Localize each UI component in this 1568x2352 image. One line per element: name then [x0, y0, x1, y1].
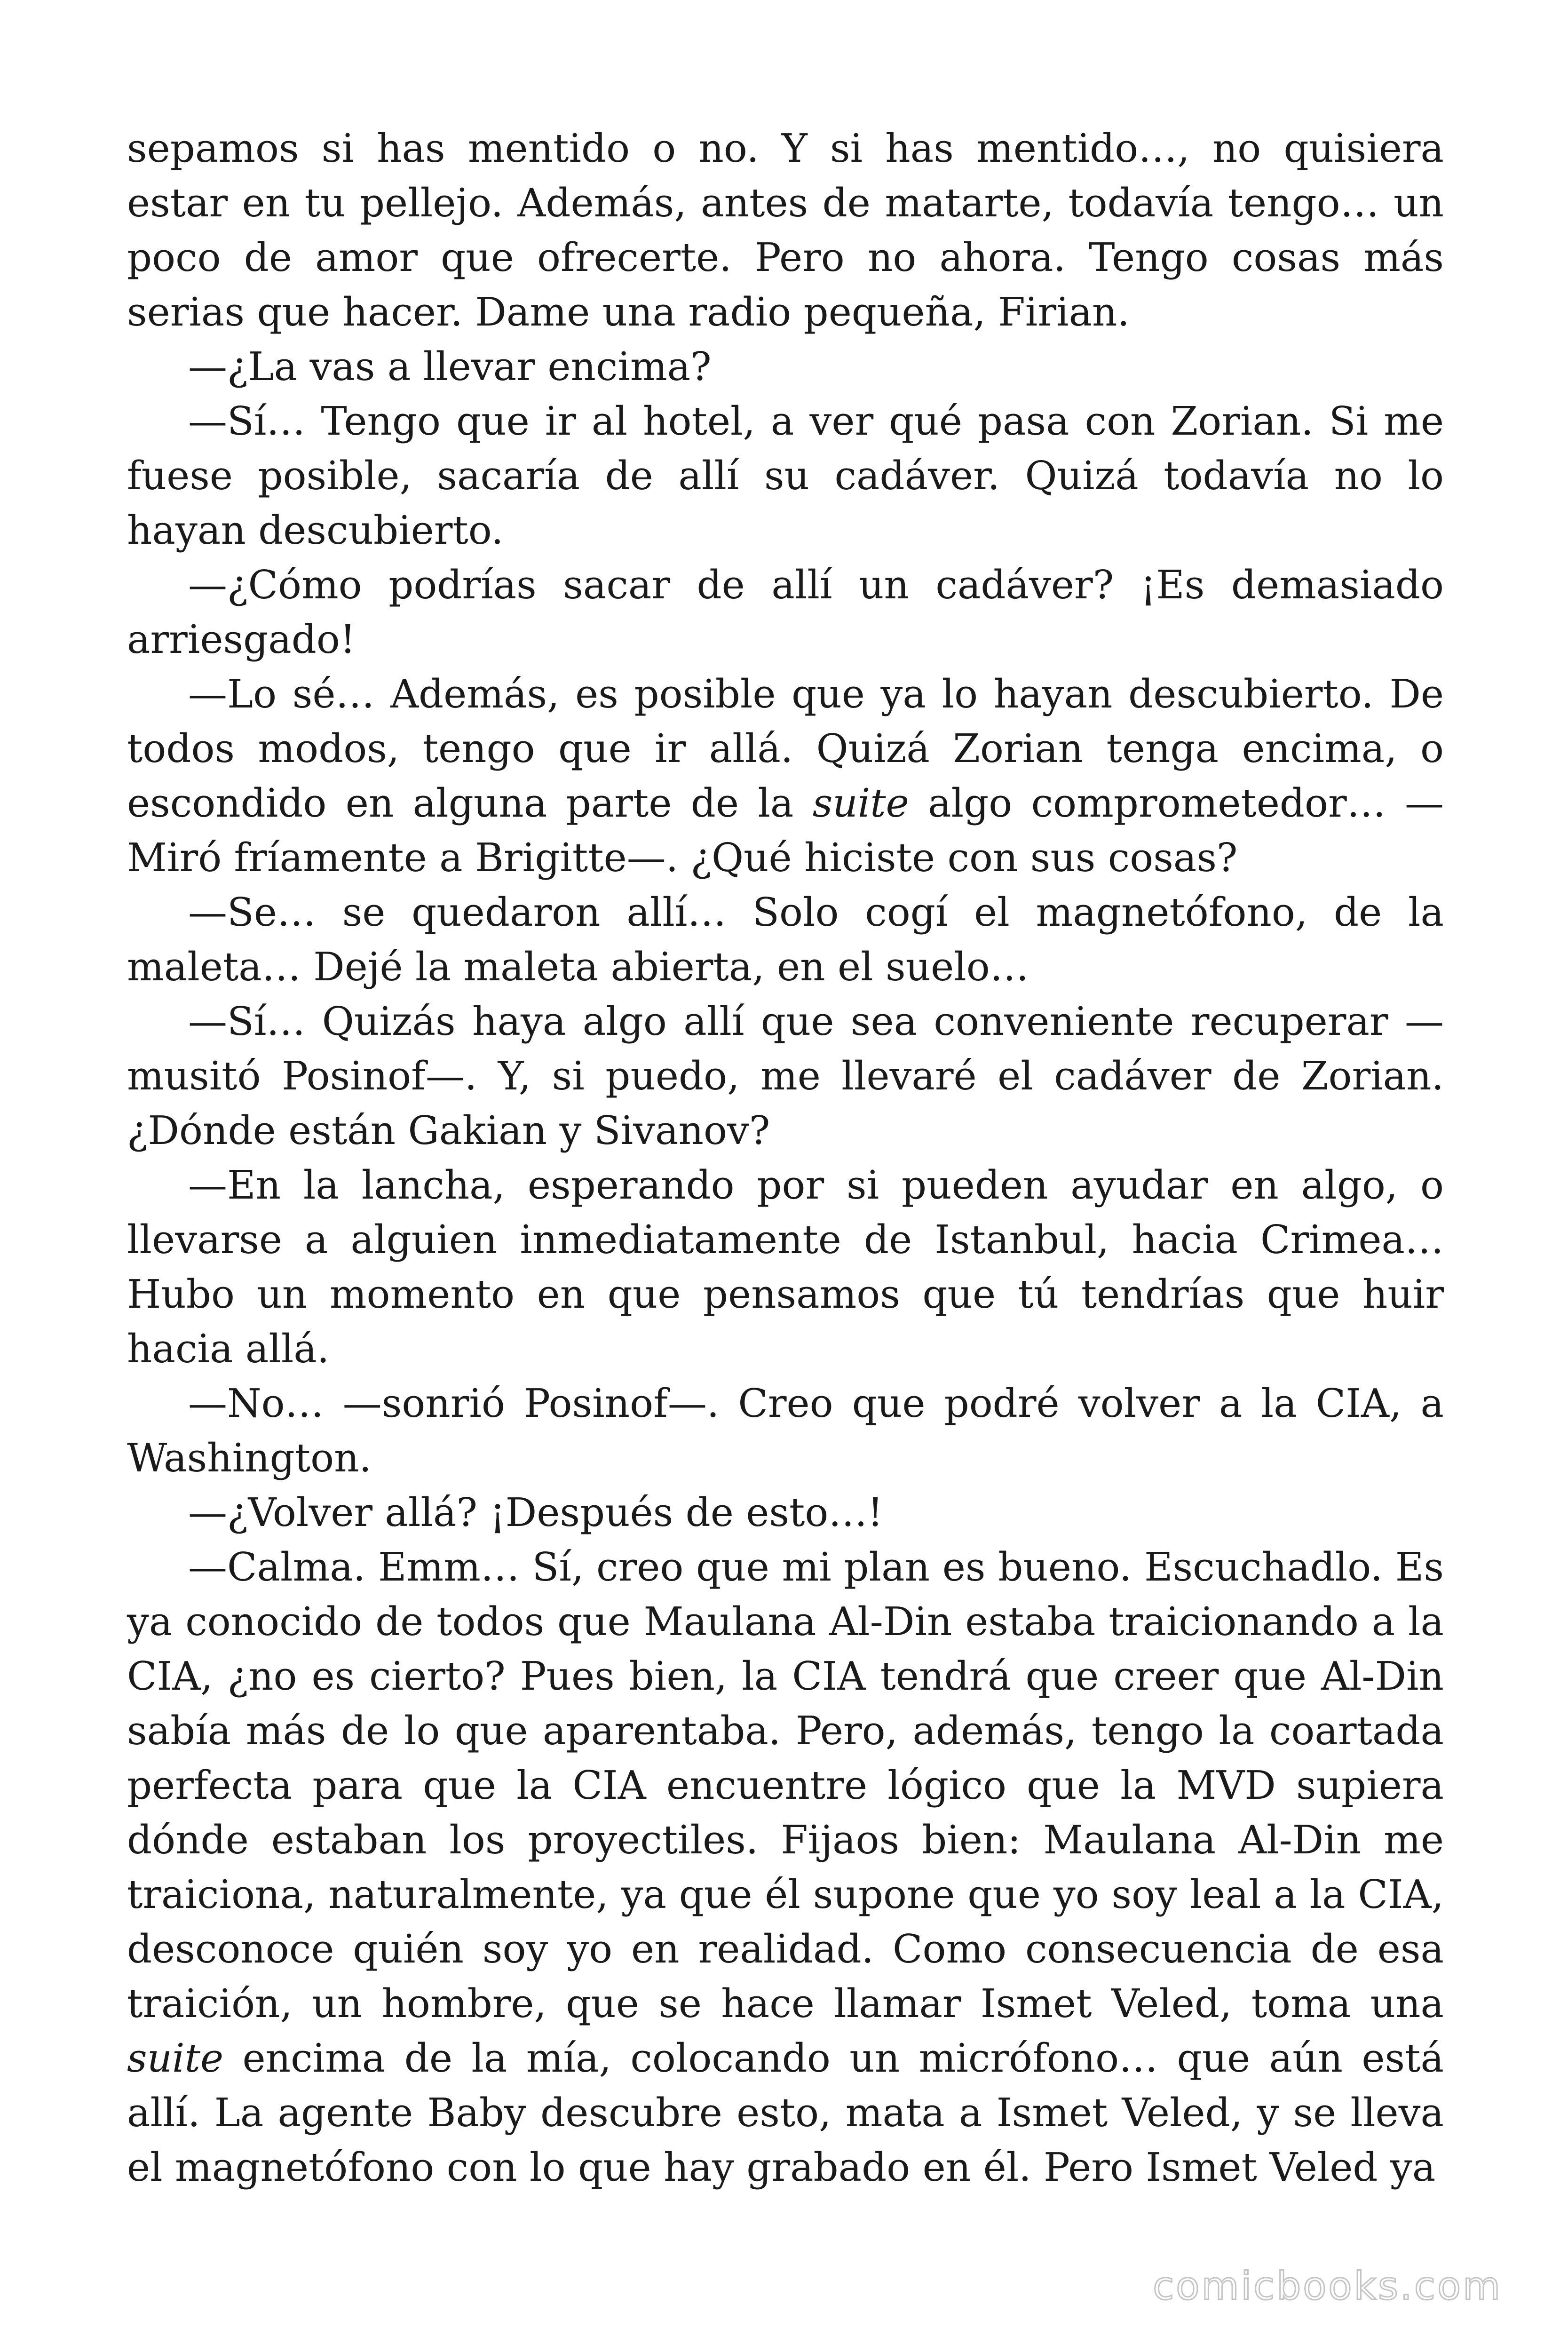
paragraph-text: —¿La vas a llevar encima?	[188, 344, 712, 389]
paragraph-text: —Lo sé… Además, es posible que ya lo hayan descubierto. De todos modos, tengo que ir allá. Quizá Zorian tenga encima, o escondido en alguna parte de la	[127, 671, 1444, 826]
paragraph	[127, 394, 1444, 558]
paragraph-text: algo comprometedor… —Miró fríamente a Brigitte—. ¿Qué hiciste con sus cosas?	[127, 780, 1444, 881]
paragraph-text: —No… —sonrió Posinof—. Creo que podré volver a la CIA, a Washington.	[127, 1381, 1444, 1481]
paragraph	[127, 558, 1444, 667]
paragraph-text: —¿Cómo podrías sacar de allí un cadáver? ¡Es demasiado arriesgado!	[127, 562, 1444, 662]
paragraph-text: —Sí… Quizás haya algo allí que sea conveniente recuperar —musitó Posinof—. Y, si puedo, me llevaré el cadáver de Zorian. ¿Dónde están Gakian y Sivanov?	[127, 999, 1444, 1153]
paragraph	[127, 667, 1444, 885]
paragraph	[127, 1376, 1444, 1486]
paragraph	[127, 885, 1444, 994]
paragraph-text: —Se… se quedaron allí… Solo cogí el magnetófono, de la maleta… Dejé la maleta abierta, en el suelo…	[127, 890, 1444, 990]
paragraph	[127, 1540, 1444, 2195]
paragraph-text: —Sí… Tengo que ir al hotel, a ver qué pasa con Zorian. Si me fuese posible, sacaría de allí su cadáver. Quizá todavía no lo hayan descubierto.	[127, 398, 1444, 553]
paragraph-text: —¿Volver allá? ¡Después de esto…!	[188, 1490, 883, 1535]
paragraph-text: encima de la mía, colocando un micrófono… que aún está allí. La agente Baby descubre esto, mata a Ismet Veled, y se lleva el magnetófono con lo que hay grabado en él. Pero Ismet Veled ya	[127, 2035, 1444, 2190]
paragraph-text: —Calma. Emm… Sí, creo que mi plan es bueno. Escuchadlo. Es ya conocido de todos que Maulana Al-Din estaba traicionando a la CIA, ¿no es cierto? Pues bien, la CIA tendrá que creer que Al-Din sabía más de lo que aparentaba. Pero, además, tengo la coartada perfecta para que la CIA encuentre lógico que la MVD supiera dónde estaban los proyectiles. Fijaos bien: Maulana Al-Din me traiciona, naturalmente, ya que él supone que yo soy leal a la CIA, desconoce quién soy yo en realidad. Como consecuencia de esa traición, un hombre, que se hace llamar Ismet Veled, toma una	[127, 1544, 1444, 2026]
paragraph	[127, 994, 1444, 1158]
paragraph	[127, 340, 1444, 394]
paragraph	[127, 1158, 1444, 1376]
paragraph	[127, 121, 1444, 340]
paragraph	[127, 1486, 1444, 1540]
watermark: comicbooks.com	[1153, 2264, 1502, 2309]
italic-text: suite	[812, 780, 909, 826]
book-page-text	[127, 121, 1444, 2195]
italic-text: suite	[127, 2035, 224, 2081]
paragraph-text: —En la lancha, esperando por si pueden ayudar en algo, o llevarse a alguien inmediatamente de Istanbul, hacia Crimea… Hubo un momento en que pensamos que tú tendrías que huir hacia allá.	[127, 1162, 1444, 1372]
paragraph-text: sepamos si has mentido o no. Y si has mentido…, no quisiera estar en tu pellejo. Además, antes de matarte, todavía tengo… un poco de amor que ofrecerte. Pero no ahora. Tengo cosas más serias que hacer. Dame una radio pequeña, Firian.	[127, 126, 1444, 335]
